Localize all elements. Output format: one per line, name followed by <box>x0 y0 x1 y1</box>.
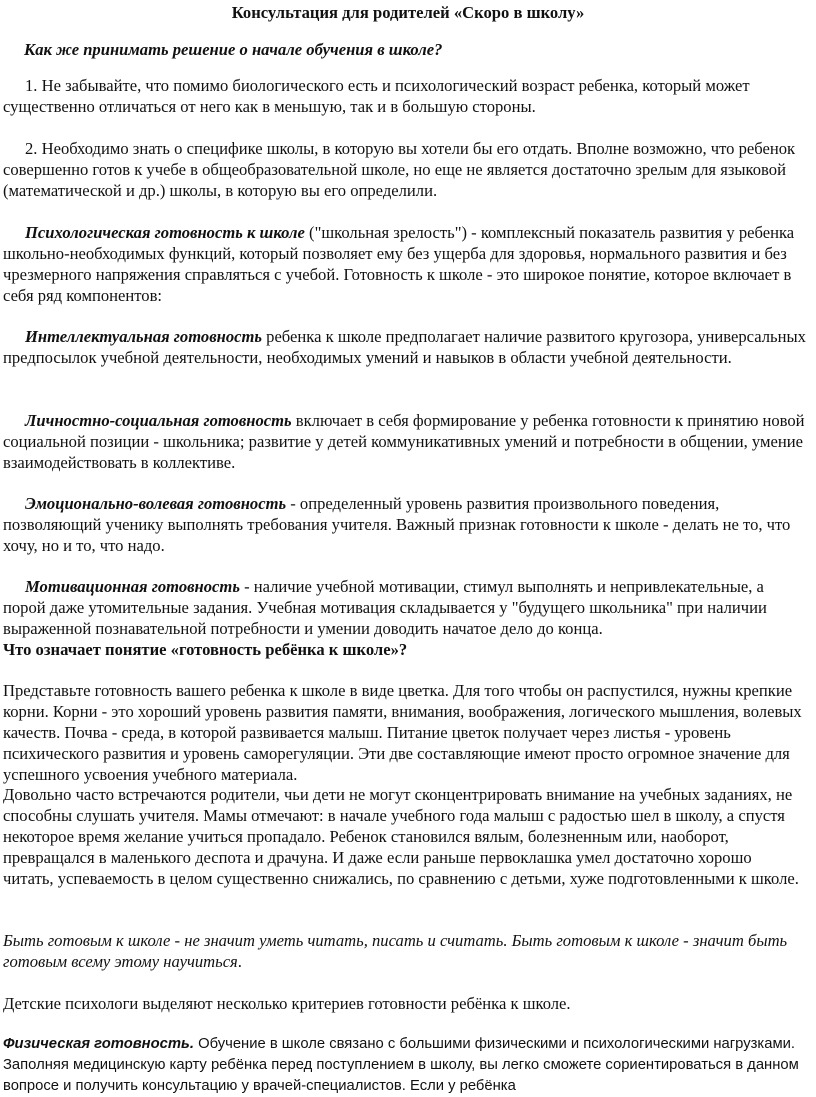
term-physical-readiness: Физическая готовность. <box>3 1036 194 1052</box>
text-emotional-readiness: - определенный уровень развития произвольного поведения, позволяющий ученику выполнять требования учителя. Важный признак готовности к школе - делать не то, что хочу, но и то, что надо. <box>3 494 791 555</box>
quote-end: . <box>237 952 242 971</box>
document-title: Консультация для родителей «Скоро в школу» <box>231 3 585 22</box>
paragraph-personal-social-readiness <box>3 410 806 473</box>
term-psychological-readiness: Психологическая готовность к школе <box>25 223 305 242</box>
paragraph-psychological-readiness <box>3 222 806 306</box>
paragraph-criteria: Детские психологи выделяют несколько критериев готовности ребёнка к школе. <box>3 994 571 1013</box>
term-motivational-readiness: Мотивационная готовность <box>25 577 240 596</box>
question-heading-readiness: Что означает понятие «готовность ребёнка к школе»? <box>3 640 408 659</box>
term-emotional-readiness: Эмоционально-волевая готовность <box>25 494 287 513</box>
text-motivational-readiness: - наличие учебной мотивации, стимул выполнять и непривлекательные, а порой даже утомительные задания. Учебная мотивация складывается у "будущего школьника" при наличии выраженной познавательной потребности и умении доводить начатое дело до конца. <box>3 577 767 638</box>
question-heading-decision: Как же принимать решение о начале обучения в школе? <box>24 40 443 59</box>
text-psychological-readiness: ("школьная зрелость") - комплексный показатель развития у ребенка школьно-необходимых функций, который позволяет ему без ущерба для здоровья, нормального развития и без чрезмерного напряжения справляться с учебой. Готовность к школе - это широкое понятие, которое включает в себя ряд компонентов: <box>3 223 795 305</box>
paragraph-physical-readiness <box>3 1034 806 1097</box>
paragraph-item-1: 1. Не забывайте, что помимо биологического есть и психологический возраст ребенка, который может существенно отличаться от него как в меньшую, так и в большую стороны. <box>3 76 750 116</box>
term-intellectual-readiness: Интеллектуальная готовность <box>25 327 262 346</box>
quote-text: Быть готовым к школе - не значит уметь читать, писать и считать. Быть готовым к школе - значит быть готовым всему этому научиться <box>3 931 788 971</box>
term-personal-social-readiness: Личностно-социальная готовность <box>25 411 292 430</box>
text-physical-readiness: Обучение в школе связано с большими физическими и психологическими нагрузками. Заполняя медицинскую карту ребёнка перед поступлением в школу, вы легко сможете сориентироваться в данном вопросе и получить консультацию у врачей-специалистов. Если у ребёнка <box>3 1036 799 1094</box>
paragraph-quote <box>3 930 806 972</box>
paragraph-item-2: 2. Необходимо знать о специфике школы, в которую вы хотели бы его отдать. Вполне возможно, что ребенок совершенно готов к учебе в общеобразовательной школе, но еще не является достаточно зрелым для языковой (математической и др.) школы, в которую вы его определили. <box>3 139 796 200</box>
paragraph-emotional-readiness <box>3 493 806 556</box>
paragraph-intellectual-readiness <box>3 326 806 368</box>
text-intellectual-readiness: ребенка к школе предполагает наличие развитого кругозора, универсальных предпосылок учебной деятельности, необходимых умений и навыков в области учебной деятельности. <box>3 327 806 367</box>
paragraph-motivational-readiness <box>3 576 806 639</box>
text-personal-social-readiness: включает в себя формирование у ребенка готовности к принятию новой социальной позиции - школьника; развитие у детей коммуникативных умений и потребности в общении, умение взаимодействовать в коллективе. <box>3 411 805 472</box>
paragraph-flower: Представьте готовность вашего ребенка к школе в виде цветка. Для того чтобы он распустился, нужны крепкие корни. Корни - это хороший уровень развития памяти, внимания, воображения, логического мышления, волевых качеств. Почва - среда, в которой развивается малыш. Питание цветок получает через листья - уровень психического развития и уровень саморегуляции. Эти две составляющие имеют просто огромное значение для успешного усвоения учебного материала. <box>3 681 802 784</box>
paragraph-parents: Довольно часто встречаются родители, чьи дети не могут сконцентрировать внимание на учебных заданиях, не способны слушать учителя. Мамы отмечают: в начале учебного года малыш с радостью шел в школу, а спустя некоторое время желание учиться пропадало. Ребенок становился вялым, болезненным или, наоборот, превращался в маленького деспота и драчуна. И даже если раньше первоклашка умел достаточно хорошо читать, успеваемость в целом существенно снижались, по сравнению с детьми, хуже подготовленными к школе. <box>3 785 799 888</box>
